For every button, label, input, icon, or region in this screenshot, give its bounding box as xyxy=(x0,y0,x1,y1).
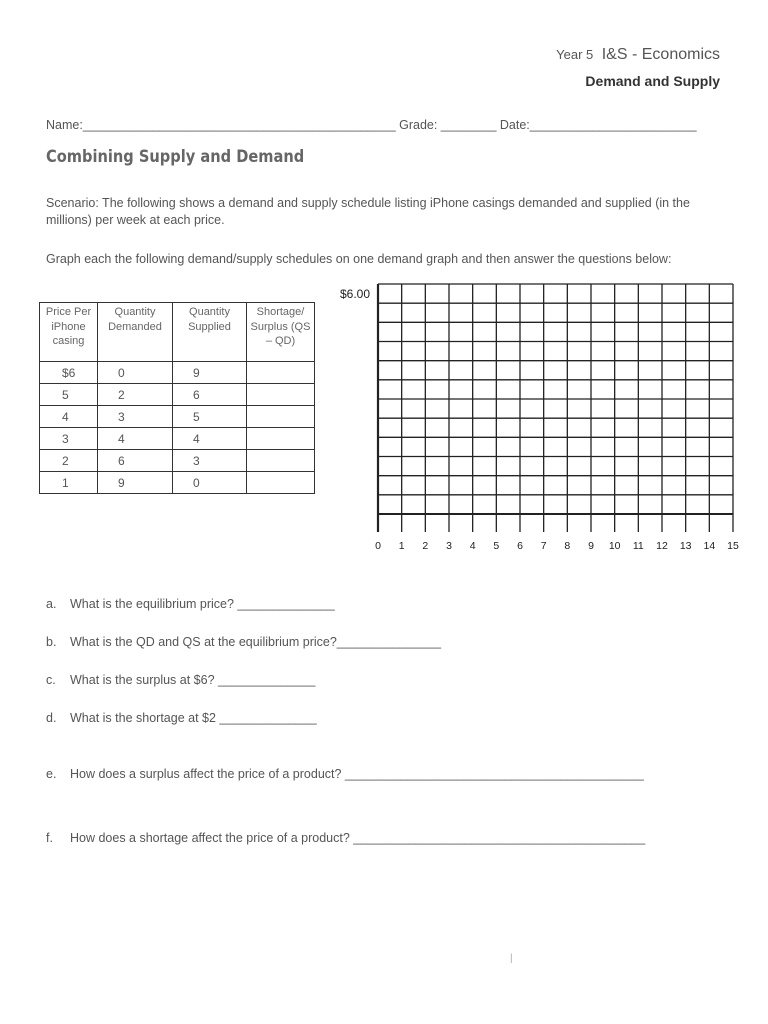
table-row xyxy=(40,450,315,472)
header-qs: Quantity Supplied xyxy=(173,303,247,362)
qs-cell: 3 xyxy=(173,450,247,472)
question-text: What is the shortage at $2 ______________ xyxy=(70,711,317,725)
question-f xyxy=(46,831,645,845)
price-cell: 1 xyxy=(40,472,98,494)
qs-cell: 4 xyxy=(173,428,247,450)
qd-cell: 9 xyxy=(98,472,173,494)
qs-cell: 0 xyxy=(173,472,247,494)
qd-cell: 3 xyxy=(98,406,173,428)
header-qd: Quantity Demanded xyxy=(98,303,173,362)
instruction-text: Graph each the following demand/supply schedules on one demand graph and then answer the questions below: xyxy=(46,252,672,266)
question-text: How does a shortage affect the price of a product? __________________________________________ xyxy=(70,831,646,845)
price-cell: 4 xyxy=(40,406,98,428)
student-info-line: Name:_____________________________________________ Grade: ________ Date:________________________ xyxy=(46,118,697,132)
table-row xyxy=(40,362,315,384)
header-course-name: I&S - Economics xyxy=(601,46,720,63)
x-tick-label: 14 xyxy=(703,540,716,552)
x-tick-label: 4 xyxy=(469,540,476,552)
question-label: a. xyxy=(46,597,57,611)
x-tick-label: 1 xyxy=(398,540,405,552)
shortage-cell[interactable] xyxy=(247,450,315,472)
shortage-cell[interactable] xyxy=(247,406,315,428)
header-shortage-surplus: Shortage/ Surplus (QS – QD) xyxy=(247,303,315,362)
x-tick-label: 5 xyxy=(493,540,500,552)
question-text: How does a surplus affect the price of a product? ___________________________________________ xyxy=(70,767,644,781)
price-cell: 2 xyxy=(40,450,98,472)
question-d xyxy=(46,711,317,725)
question-a xyxy=(46,597,335,611)
price-cell: 5 xyxy=(40,384,98,406)
question-text: What is the QD and QS at the equilibrium price?_______________ xyxy=(70,635,442,649)
question-e xyxy=(46,767,644,781)
question-text: What is the surplus at $6? ______________ xyxy=(70,673,316,687)
qs-cell: 9 xyxy=(173,362,247,384)
schedule-table xyxy=(39,302,315,494)
qd-cell: 4 xyxy=(98,428,173,450)
x-tick-label: 8 xyxy=(564,540,571,552)
x-tick-label: 0 xyxy=(375,540,381,552)
graph-grid[interactable] xyxy=(335,282,755,554)
x-tick-label: 2 xyxy=(422,540,429,552)
question-label: e. xyxy=(46,767,57,781)
x-tick-label: 10 xyxy=(608,540,621,552)
qd-cell: 2 xyxy=(98,384,173,406)
x-tick-label: 15 xyxy=(727,540,739,552)
price-cell: 3 xyxy=(40,428,98,450)
question-label: f. xyxy=(46,831,53,845)
price-cell: $6 xyxy=(40,362,98,384)
table-row xyxy=(40,428,315,450)
shortage-cell[interactable] xyxy=(247,428,315,450)
y-axis-top-label: $6.00 xyxy=(340,287,371,301)
qs-cell: 6 xyxy=(173,384,247,406)
grid-lines xyxy=(378,284,733,532)
header-year: Year 5 xyxy=(556,47,594,62)
x-tick-label: 9 xyxy=(588,540,594,552)
header-price: Price Per iPhone casing xyxy=(40,303,98,362)
x-tick-label: 13 xyxy=(679,540,692,552)
x-tick-label: 7 xyxy=(540,540,547,552)
question-label: b. xyxy=(46,635,57,649)
shortage-cell[interactable] xyxy=(247,472,315,494)
question-c xyxy=(46,673,315,687)
header-course xyxy=(556,46,720,64)
question-b xyxy=(46,635,441,649)
table-row xyxy=(40,406,315,428)
header-subtitle: Demand and Supply xyxy=(585,73,720,89)
question-text: What is the equilibrium price? ______________ xyxy=(70,597,335,611)
table-row xyxy=(40,472,315,494)
qd-cell: 0 xyxy=(98,362,173,384)
question-label: d. xyxy=(46,711,57,725)
x-axis-ticks xyxy=(375,540,739,552)
page-title: Combining Supply and Demand xyxy=(46,147,305,167)
table-row xyxy=(40,384,315,406)
qd-cell: 6 xyxy=(98,450,173,472)
x-tick-label: 11 xyxy=(632,540,644,552)
x-tick-label: 6 xyxy=(517,540,523,552)
scenario-text: Scenario: The following shows a demand and supply schedule listing iPhone casings demanded and supplied (in the millions) per week at each price. xyxy=(46,196,690,227)
question-label: c. xyxy=(46,673,56,687)
table-header-row xyxy=(40,303,315,362)
shortage-cell[interactable] xyxy=(247,362,315,384)
shortage-cell[interactable] xyxy=(247,384,315,406)
footer-mark: | xyxy=(510,953,513,964)
qs-cell: 5 xyxy=(173,406,247,428)
x-tick-label: 3 xyxy=(446,540,452,552)
x-tick-label: 12 xyxy=(656,540,668,552)
